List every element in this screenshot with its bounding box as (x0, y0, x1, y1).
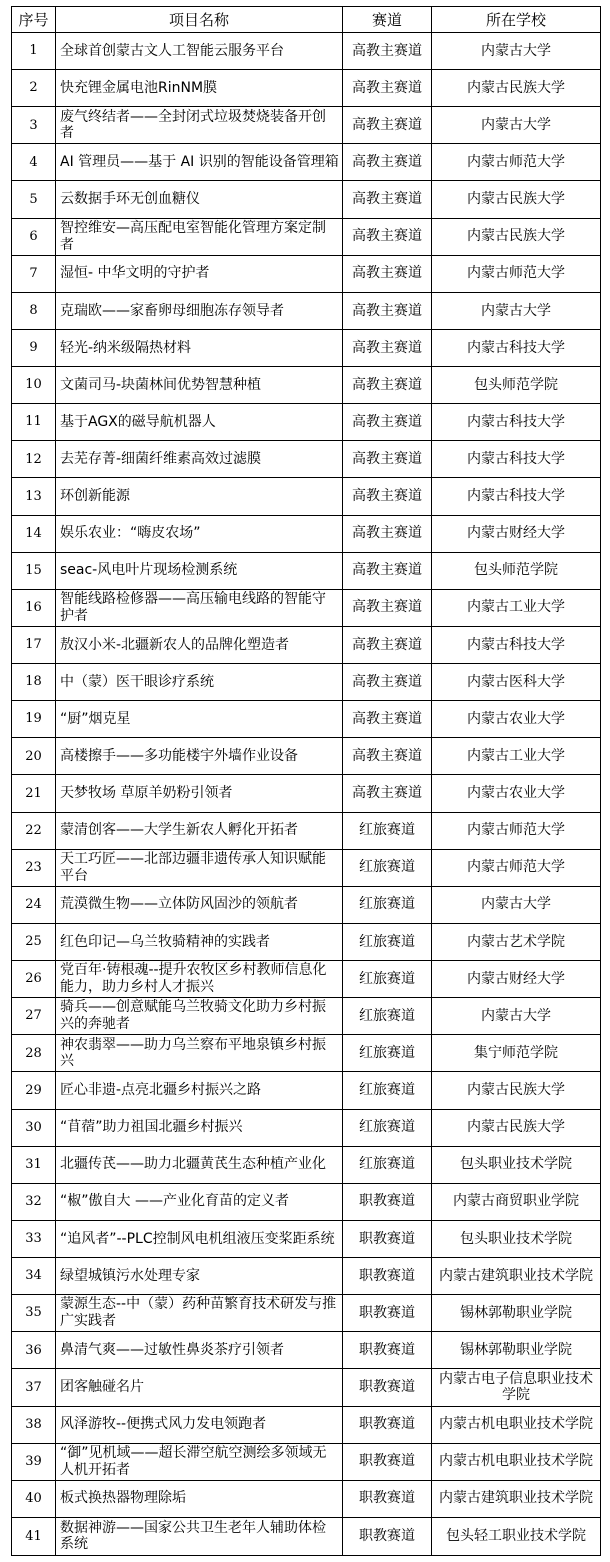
row-index: 24 (12, 887, 56, 924)
header-track: 赛道 (343, 7, 432, 33)
project-name: 北疆传芪——助力北疆黄芪生态种植产业化 (56, 1147, 343, 1184)
track-name: 红旅赛道 (343, 1072, 432, 1109)
track-name: 高教主赛道 (343, 256, 432, 293)
school-name: 内蒙古农业大学 (432, 701, 600, 738)
row-index: 28 (12, 1035, 56, 1072)
school-name: 内蒙古工业大学 (432, 590, 600, 627)
school-name: 内蒙古大学 (432, 293, 600, 330)
school-name: 内蒙古医科大学 (432, 664, 600, 701)
row-index: 19 (12, 701, 56, 738)
project-name: 团客触碰名片 (56, 1369, 343, 1406)
project-table (11, 6, 601, 1556)
school-name: 包头师范学院 (432, 367, 600, 404)
track-name: 高教主赛道 (343, 775, 432, 812)
project-name: 智能线路检修器——高压输电线路的智能守护者 (56, 590, 343, 627)
row-index: 31 (12, 1147, 56, 1184)
project-name: 匠心非遗-点亮北疆乡村振兴之路 (56, 1072, 343, 1109)
row-index: 9 (12, 330, 56, 367)
row-index: 41 (12, 1518, 56, 1555)
track-name: 职教赛道 (343, 1369, 432, 1406)
header-project-name: 项目名称 (56, 7, 343, 33)
project-name: 基于AGX的磁导航机器人 (56, 404, 343, 441)
header-school: 所在学校 (432, 7, 600, 33)
track-name: 高教主赛道 (343, 33, 432, 70)
row-index: 16 (12, 590, 56, 627)
school-name: 内蒙古大学 (432, 107, 600, 144)
school-name: 内蒙古师范大学 (432, 850, 600, 887)
track-name: 高教主赛道 (343, 478, 432, 515)
row-index: 15 (12, 553, 56, 590)
row-index: 36 (12, 1332, 56, 1369)
project-name: 红色印记—乌兰牧骑精神的实践者 (56, 924, 343, 961)
project-name: 云数据手环无创血糖仪 (56, 181, 343, 218)
track-name: 红旅赛道 (343, 1147, 432, 1184)
row-index: 25 (12, 924, 56, 961)
school-name: 内蒙古民族大学 (432, 219, 600, 256)
track-name: 红旅赛道 (343, 924, 432, 961)
school-name: 内蒙古民族大学 (432, 1072, 600, 1109)
project-name: 轻光-纳米级隔热材料 (56, 330, 343, 367)
row-index: 8 (12, 293, 56, 330)
row-index: 4 (12, 144, 56, 181)
project-name: 蒙源生态--中（蒙）药种苗繁育技术研发与推广实践者 (56, 1295, 343, 1332)
track-name: 职教赛道 (343, 1258, 432, 1295)
project-name: 鼻清气爽——过敏性鼻炎茶疗引领者 (56, 1332, 343, 1369)
track-name: 职教赛道 (343, 1444, 432, 1481)
project-name: 数据神游——国家公共卫生老年人辅助体检系统 (56, 1518, 343, 1555)
row-index: 17 (12, 627, 56, 664)
school-name: 内蒙古民族大学 (432, 70, 600, 107)
row-index: 3 (12, 107, 56, 144)
school-name: 内蒙古大学 (432, 33, 600, 70)
school-name: 包头职业技术学院 (432, 1147, 600, 1184)
school-name: 内蒙古建筑职业技术学院 (432, 1481, 600, 1518)
project-name: 去芜存菁-细菌纤维素高效过滤膜 (56, 441, 343, 478)
track-name: 高教主赛道 (343, 553, 432, 590)
school-name: 内蒙古商贸职业学院 (432, 1184, 600, 1221)
project-name: 废气终结者——全封闭式垃圾焚烧装备开创者 (56, 107, 343, 144)
row-index: 11 (12, 404, 56, 441)
school-name: 包头轻工职业技术学院 (446, 1528, 586, 1545)
track-name: 红旅赛道 (343, 887, 432, 924)
project-name: 风泽游牧--便携式风力发电领跑者 (56, 1407, 343, 1444)
school-name: 内蒙古工业大学 (432, 738, 600, 775)
school-name: 内蒙古机电职业技术学院 (432, 1407, 600, 1444)
school-name: 内蒙古民族大学 (432, 181, 600, 218)
track-name: 红旅赛道 (343, 1110, 432, 1147)
track-name: 高教主赛道 (343, 627, 432, 664)
track-name: 高教主赛道 (343, 738, 432, 775)
school-name: 内蒙古师范大学 (432, 256, 600, 293)
track-name: 红旅赛道 (343, 1035, 432, 1072)
row-index: 2 (12, 70, 56, 107)
track-name: 高教主赛道 (343, 590, 432, 627)
project-name: “厨”烟克星 (56, 701, 343, 738)
row-index: 18 (12, 664, 56, 701)
header-index: 序号 (12, 7, 56, 33)
project-name: 克瑞欧——家畜卵母细胞冻存领导者 (56, 293, 343, 330)
school-name: 包头职业技术学院 (432, 1221, 600, 1258)
track-name: 高教主赛道 (343, 107, 432, 144)
school-name: 内蒙古师范大学 (432, 813, 600, 850)
row-index: 34 (12, 1258, 56, 1295)
row-index: 14 (12, 516, 56, 553)
track-name: 高教主赛道 (343, 181, 432, 218)
row-index: 37 (12, 1369, 56, 1406)
project-name: 高楼擦手——多功能楼宇外墙作业设备 (56, 738, 343, 775)
school-name: 内蒙古科技大学 (432, 478, 600, 515)
row-index: 38 (12, 1407, 56, 1444)
track-name: 高教主赛道 (343, 701, 432, 738)
project-name: 板式换热器物理除垢 (56, 1481, 343, 1518)
project-name: 娱乐农业：“嗨皮农场” (56, 516, 343, 553)
row-index: 20 (12, 738, 56, 775)
row-index: 13 (12, 478, 56, 515)
school-name: 内蒙古大学 (432, 887, 600, 924)
track-name: 职教赛道 (343, 1332, 432, 1369)
school-name: 内蒙古艺术学院 (432, 924, 600, 961)
school-name: 内蒙古财经大学 (432, 961, 600, 998)
school-name: 内蒙古科技大学 (432, 627, 600, 664)
project-name: 蒙清创客——大学生新农人孵化开拓者 (56, 813, 343, 850)
row-index: 10 (12, 367, 56, 404)
row-index: 35 (12, 1295, 56, 1332)
row-index: 26 (12, 961, 56, 998)
school-name: 内蒙古科技大学 (432, 441, 600, 478)
school-name: 包头师范学院 (432, 553, 600, 590)
track-name: 职教赛道 (343, 1221, 432, 1258)
track-name: 红旅赛道 (343, 998, 432, 1035)
track-name: 高教主赛道 (343, 219, 432, 256)
project-name: 智控维安—高压配电室智能化管理方案定制者 (56, 219, 343, 256)
school-name: 内蒙古科技大学 (432, 404, 600, 441)
row-index: 27 (12, 998, 56, 1035)
project-name: 环创新能源 (56, 478, 343, 515)
row-index: 39 (12, 1444, 56, 1481)
project-name: 神农翡翠——助力乌兰察布平地泉镇乡村振兴 (56, 1035, 343, 1072)
track-name: 高教主赛道 (343, 664, 432, 701)
project-name: 骑兵——创意赋能乌兰牧骑文化助力乡村振兴的奔驰者 (56, 998, 343, 1035)
row-index: 5 (12, 181, 56, 218)
track-name: 高教主赛道 (343, 404, 432, 441)
project-name: “御”见机域——超长滞空航空测绘多领域无人机开拓者 (56, 1444, 343, 1481)
track-name: 红旅赛道 (343, 813, 432, 850)
school-name: 内蒙古财经大学 (432, 516, 600, 553)
track-name: 高教主赛道 (343, 293, 432, 330)
school-name: 锡林郭勒职业学院 (432, 1295, 600, 1332)
project-name: AI 管理员——基于 AI 识别的智能设备管理箱 (56, 144, 343, 181)
row-index: 23 (12, 850, 56, 887)
track-name: 红旅赛道 (343, 961, 432, 998)
school-name: 内蒙古建筑职业技术学院 (432, 1258, 600, 1295)
track-name: 高教主赛道 (343, 516, 432, 553)
track-name: 高教主赛道 (343, 330, 432, 367)
row-index: 33 (12, 1221, 56, 1258)
project-name: 天梦牧场 草原羊奶粉引领者 (56, 775, 343, 812)
school-name: 内蒙古师范大学 (432, 144, 600, 181)
project-name: “苜蓿”助力祖国北疆乡村振兴 (56, 1110, 343, 1147)
project-name: 全球首创蒙古文人工智能云服务平台 (56, 33, 343, 70)
track-name: 高教主赛道 (343, 441, 432, 478)
track-name: 职教赛道 (343, 1518, 432, 1555)
school-name: 内蒙古民族大学 (432, 1110, 600, 1147)
project-name: 湿恒- 中华文明的守护者 (56, 256, 343, 293)
row-index: 7 (12, 256, 56, 293)
track-name: 职教赛道 (343, 1295, 432, 1332)
track-name: 职教赛道 (343, 1407, 432, 1444)
project-name: 天工巧匠——北部边疆非遗传承人知识赋能平台 (56, 850, 343, 887)
project-name: 绿望城镇污水处理专家 (56, 1258, 343, 1295)
school-name: 内蒙古电子信息职业技术学院 (432, 1369, 600, 1406)
school-name: 锡林郭勒职业学院 (432, 1332, 600, 1369)
row-index: 1 (12, 33, 56, 70)
row-index: 40 (12, 1481, 56, 1518)
project-name: seac-风电叶片现场检测系统 (56, 553, 343, 590)
track-name: 职教赛道 (343, 1184, 432, 1221)
project-name: 党百年·铸根魂--提升农牧区乡村教师信息化能力，助力乡村人才振兴 (56, 961, 343, 998)
track-name: 红旅赛道 (343, 850, 432, 887)
track-name: 高教主赛道 (343, 144, 432, 181)
row-index: 6 (12, 219, 56, 256)
project-name: 快充锂金属电池RinNM膜 (56, 70, 343, 107)
project-name: 敖汉小米-北疆新农人的品牌化塑造者 (56, 627, 343, 664)
row-index: 29 (12, 1072, 56, 1109)
project-name: “椒”傲自大 ——产业化育苗的定义者 (56, 1184, 343, 1221)
school-name: 集宁师范学院 (432, 1035, 600, 1072)
track-name: 高教主赛道 (343, 367, 432, 404)
school-name: 内蒙古科技大学 (432, 330, 600, 367)
row-index: 30 (12, 1110, 56, 1147)
school-name: 内蒙古机电职业技术学院 (432, 1444, 600, 1481)
row-index: 22 (12, 813, 56, 850)
track-name: 高教主赛道 (343, 70, 432, 107)
project-name: “追风者”--PLC控制风电机组液压变桨距系统 (56, 1221, 343, 1258)
track-name: 职教赛道 (343, 1481, 432, 1518)
row-index: 12 (12, 441, 56, 478)
school-name: 内蒙古农业大学 (432, 775, 600, 812)
project-name: 文菌司马-块菌林间优势智慧种植 (56, 367, 343, 404)
school-name: 内蒙古大学 (432, 998, 600, 1035)
project-name: 荒漠微生物——立体防风固沙的领航者 (56, 887, 343, 924)
project-name: 中（蒙）医干眼诊疗系统 (56, 664, 343, 701)
row-index: 21 (12, 775, 56, 812)
row-index: 32 (12, 1184, 56, 1221)
